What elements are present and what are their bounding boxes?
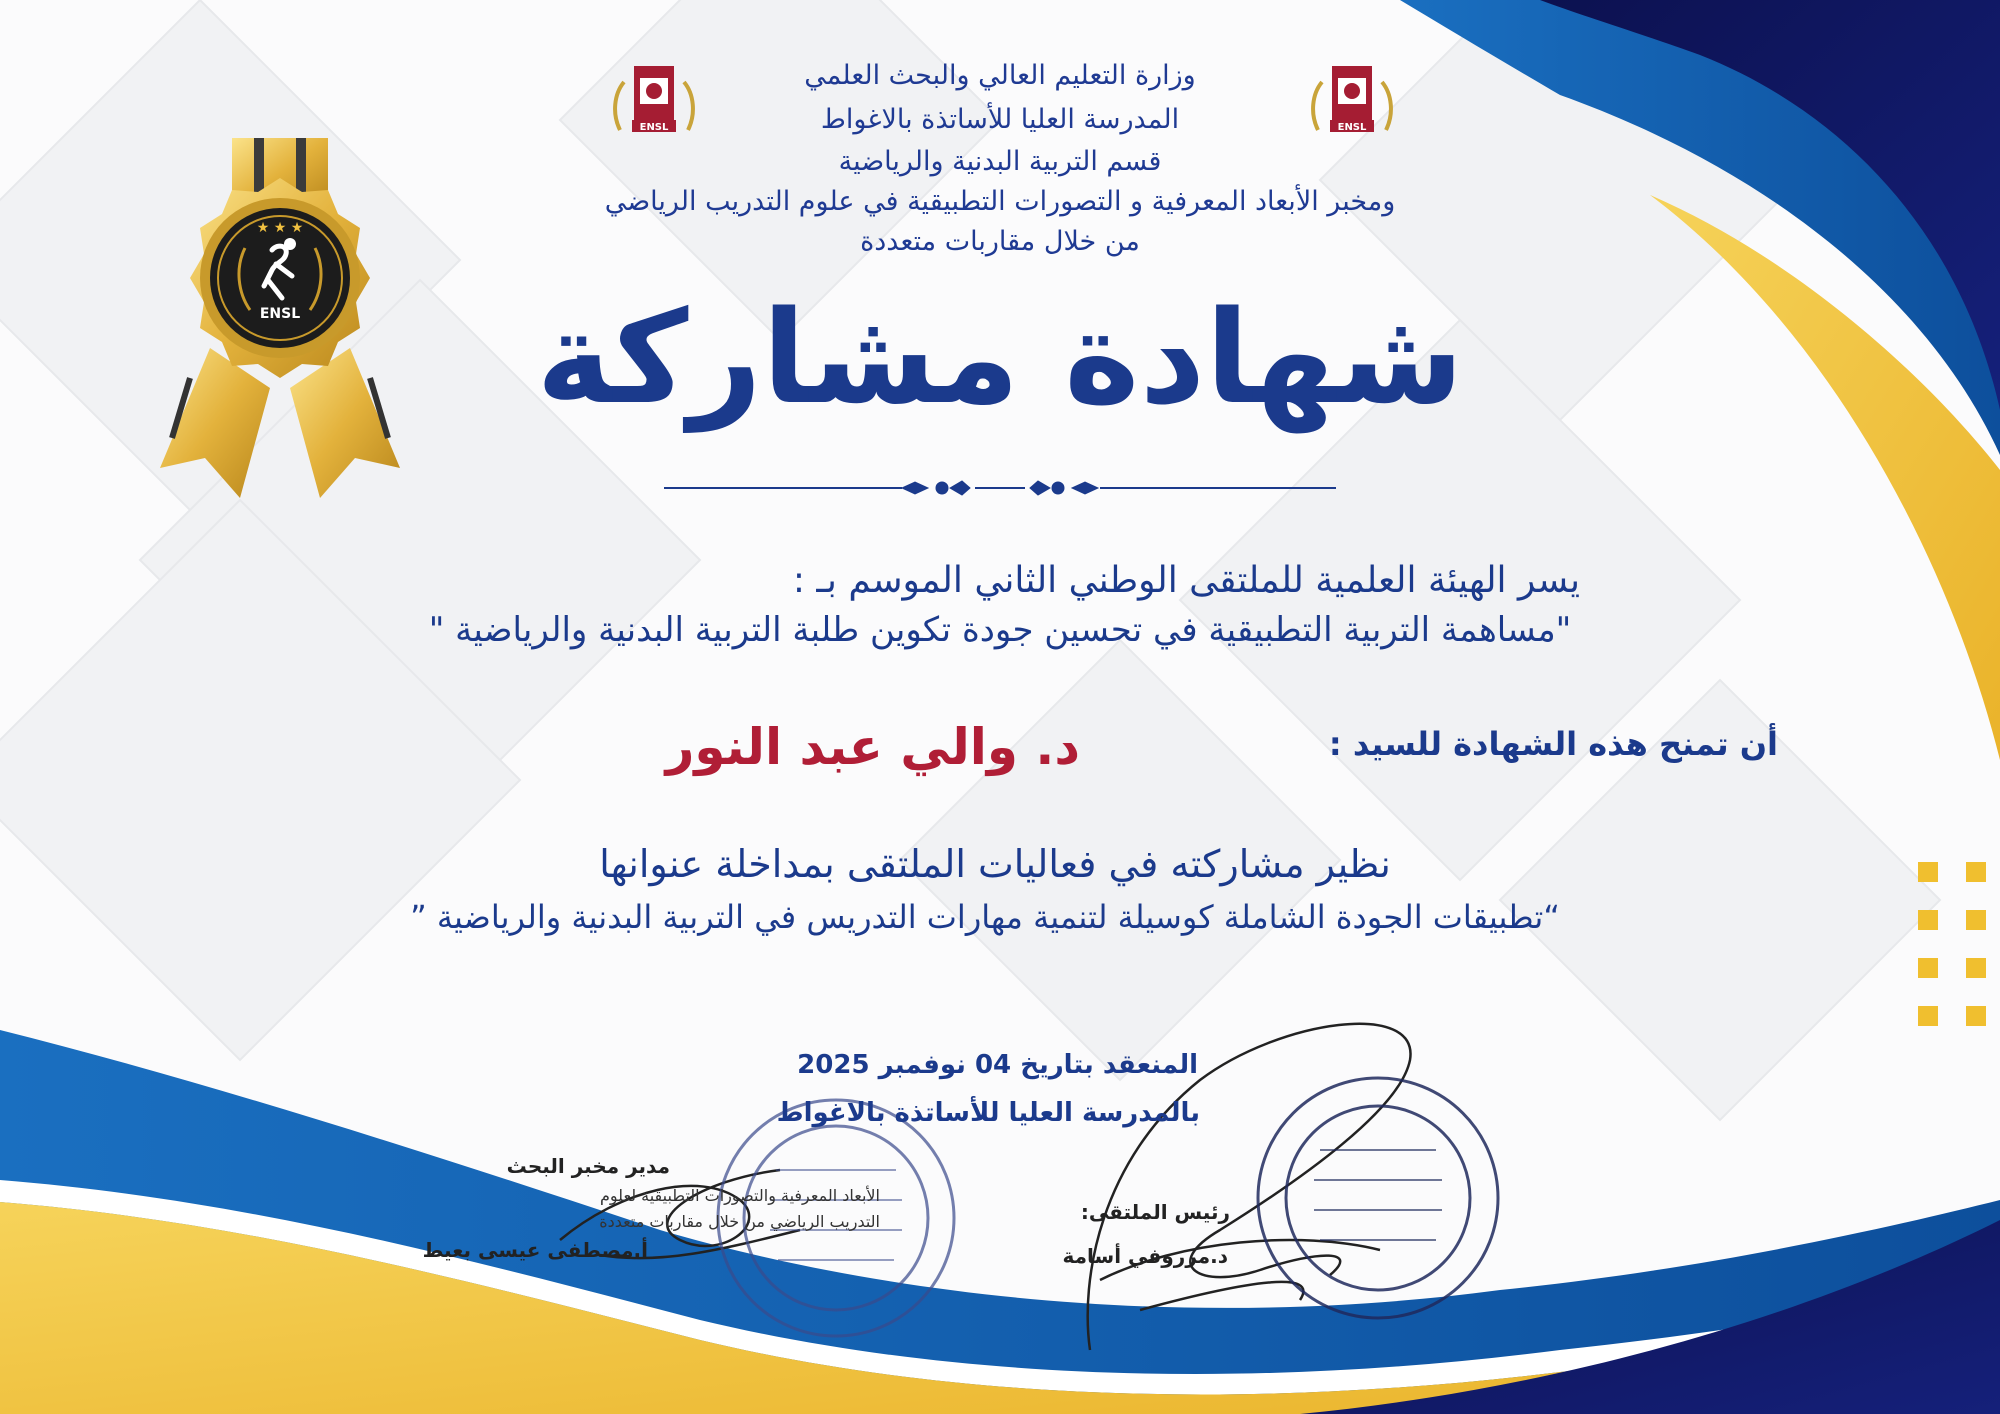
decorative-dot-grid	[1918, 862, 1988, 1032]
forum-title: "مساهمة التربية التطبيقية في تحسين جودة تكوين طلبة التربية البدنية والرياضية "	[428, 610, 1572, 650]
president-name: د.مرروفي أسامة	[1062, 1244, 1228, 1268]
intro-line: يسر الهيئة العلمية للملتقى الوطني الثاني الموسم بـ :	[792, 560, 1580, 601]
lab-director-line-1: الأبعاد المعرفية والتصورات التطبيقية لعلوم	[600, 1186, 880, 1205]
header-laboratory-subtitle: من خلال مقاربات متعددة	[860, 226, 1140, 257]
title-divider-ornament	[664, 481, 1336, 495]
header-school: المدرسة العليا للأساتذة بالاغواط	[820, 104, 1180, 135]
svg-text:ENSL: ENSL	[1337, 122, 1367, 133]
header-department: قسم التربية البدنية والرياضية	[838, 146, 1162, 177]
medal-text: ENSL	[259, 306, 301, 322]
certificate-title: شهادة مشاركة	[536, 284, 1464, 433]
lab-director-title: مدير مخبر البحث	[506, 1154, 670, 1178]
lab-director-name: أ.مصطفى عيسى بعيط	[422, 1238, 648, 1262]
header-ministry: وزارة التعليم العالي والبحث العلمي	[804, 60, 1196, 91]
lab-director-line-2: التدريب الرياضي من خلال مقاربات متعددة	[599, 1212, 880, 1231]
reason-line: نظير مشاركته في فعاليات الملتقى بمداخلة عنوانها	[599, 842, 1391, 886]
svg-text:ENSL: ENSL	[639, 122, 669, 133]
president-title: رئيس الملتقى:	[1080, 1200, 1230, 1224]
talk-title: “تطبيقات الجودة الشاملة كوسيلة لتنمية مهارات التدريس في التربية البدنية والرياضية ”	[410, 898, 1560, 936]
date-line: المنعقد بتاريخ 04 نوفمبر 2025	[797, 1050, 1198, 1080]
venue-line: بالمدرسة العليا للأساتذة بالاغواط	[776, 1098, 1200, 1128]
grant-label: أن تمنح هذه الشهادة للسيد :	[1328, 725, 1778, 763]
svg-text:★ ★ ★: ★ ★ ★	[256, 220, 304, 236]
header-laboratory: ومخبر الأبعاد المعرفية و التصورات التطبيقية في علوم التدريب الرياضي	[604, 186, 1396, 217]
recipient-name: د. والي عبد النور	[665, 718, 1080, 776]
school-stamp	[1258, 1078, 1498, 1318]
